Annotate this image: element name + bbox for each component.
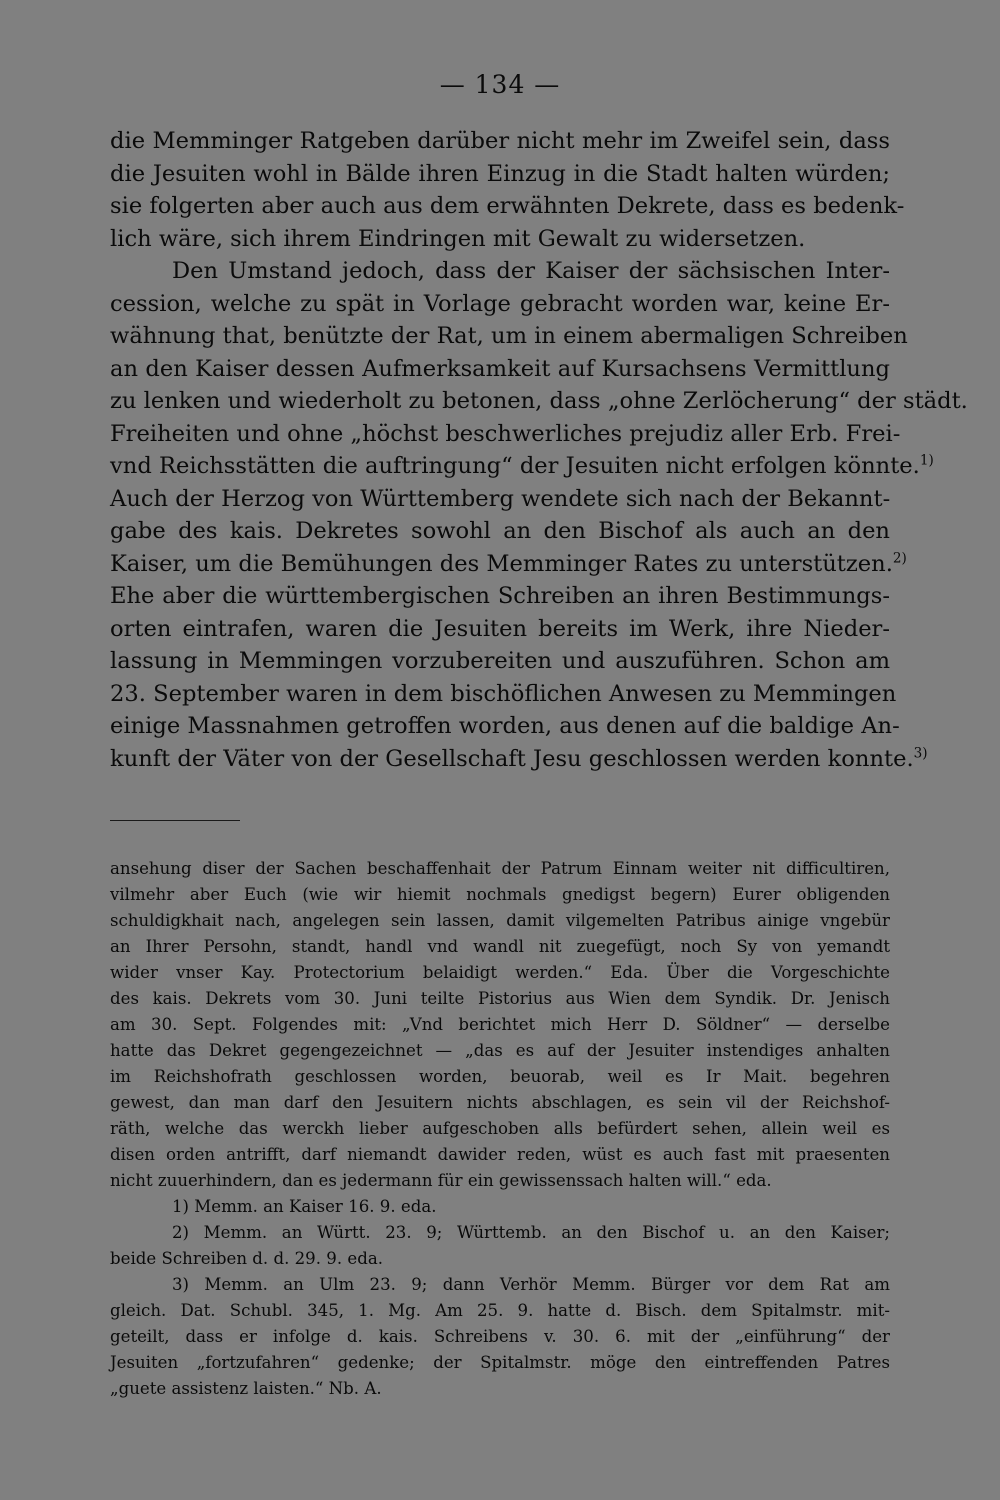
footnote-line: wider vnser Kay. Protectorium belaidigt werden.“ Eda. Über die Vorgeschichte [110, 963, 890, 982]
footnote-2: 2) Memm. an Württ. 23. 9; Württemb. an den Bischof u. an den Kaiser; [172, 1223, 890, 1242]
footnote-line: geteilt, dass er infolge d. kais. Schreibens v. 30. 6. mit der „einführung“ der [110, 1327, 890, 1346]
main-text-line: Ehe aber die württembergischen Schreiben an ihren Bestimmungs- [110, 583, 890, 609]
footnote-line: im Reichshofrath geschlossen worden, beuorab, weil es Ir Mait. begehren [110, 1067, 890, 1086]
footnote-line: räth, welche das werckh lieber aufgeschoben alls befürdert sehen, allein weil es [110, 1119, 890, 1138]
footnote-line: an Ihrer Persohn, standt, handl vnd wandl nit zuegefügt, noch Sy von yemandt [110, 937, 890, 956]
footnote-line: beide Schreiben d. d. 29. 9. eda. [110, 1249, 384, 1268]
footnote-line: hatte das Dekret gegengezeichnet — „das es auf der Jesuiter instendiges anhalten [110, 1041, 890, 1060]
footnote-line: gleich. Dat. Schubl. 345, 1. Mg. Am 25. 9. hatte d. Bisch. dem Spitalmstr. mit- [110, 1301, 890, 1320]
main-text-line [110, 743, 928, 776]
footnote-line: disen orden antrifft, darf niemandt dawider reden, wüst es auch fast mit praesenten [110, 1145, 890, 1164]
main-text-line: Auch der Herzog von Württemberg wendete sich nach der Bekannt- [110, 485, 891, 512]
footnote-line: Jesuiten „fortzufahren“ gedenke; der Spitalmstr. möge den eintreffenden Patres [110, 1353, 890, 1372]
footnote-line: am 30. Sept. Folgendes mit: „Vnd berichtet mich Herr D. Söldner“ — derselbe [110, 1015, 890, 1034]
main-text-body [110, 125, 968, 775]
main-text-line-content: kunft der Väter von der Gesellschaft Jesu geschlossen werden konnte. [110, 745, 914, 772]
main-text-line: sie folgerten aber auch aus dem erwähnten Dekrete, dass es bedenk- [110, 193, 905, 219]
main-text-line [110, 548, 907, 581]
footnote-line: nicht zuuerhindern, dan es jedermann für ein gewissenssach halten will.“ eda. [110, 1171, 772, 1190]
main-text-line [110, 450, 934, 483]
main-text-line: wähnung that, benützte der Rat, um in einem abermaligen Schreiben [110, 323, 908, 349]
main-text-line: cession, welche zu spät in Vorlage gebracht worden war, keine Er- [110, 290, 890, 317]
main-text-line: gabe des kais. Dekretes sowohl an den Bischof als auch an den [110, 518, 890, 544]
main-text-line: lassung in Memmingen vorzubereiten und auszuführen. Schon am [110, 648, 890, 674]
main-text-line-content: vnd Reichsstätten die auftringung“ der Jesuiten nicht erfolgen könnte. [110, 453, 920, 479]
footnote-line: „guete assistenz laisten.“ Nb. A. [110, 1379, 382, 1398]
main-text-line: Freiheiten und ohne „höchst beschwerliches prejudiz aller Erb. Frei- [110, 420, 901, 447]
main-text-line: Den Umstand jedoch, dass der Kaiser der sächsischen Inter- [172, 258, 890, 284]
footnote-line: vilmehr aber Euch (wie wir hiemit nochmals gnedigst begern) Eurer obligenden [110, 885, 890, 904]
footnote-1: 1) Memm. an Kaiser 16. 9. eda. [172, 1197, 437, 1216]
footnote-mark-2: 2) [892, 549, 907, 566]
footnote-mark-1: 1) [919, 452, 934, 469]
footnote-line: des kais. Dekrets vom 30. Juni teilte Pistorius aus Wien dem Syndik. Dr. Jenisch [110, 989, 890, 1008]
footnote-divider [110, 820, 240, 821]
main-text-line: zu lenken und wiederholt zu betonen, dass „ohne Zerlöcherung“ der städt. [110, 388, 968, 414]
main-text-line: orten eintrafen, waren die Jesuiten bereits im Werk, ihre Nieder- [110, 615, 890, 642]
footnote-mark-3: 3) [913, 744, 928, 761]
main-text-line: die Jesuiten wohl in Bälde ihren Einzug in die Stadt halten würden; [110, 160, 890, 187]
footnotes-block [110, 856, 890, 1402]
main-text-line: die Memminger Ratgeben darüber nicht mehr im Zweifel sein, dass [110, 128, 890, 154]
main-text-line: einige Massnahmen getroffen worden, aus denen auf die baldige An- [110, 713, 900, 739]
footnote-3: 3) Memm. an Ulm 23. 9; dann Verhör Memm. Bürger vor dem Rat am [172, 1275, 890, 1294]
footnote-line: schuldigkhait nach, angelegen sein lassen, damit vilgemelten Patribus ainige vngebür [110, 911, 890, 930]
footnote-line: gewest, dan man darf den Jesuitern nichts abschlagen, es sein vil der Reichshof- [110, 1093, 890, 1112]
footnote-line: ansehung diser der Sachen beschaffenhait der Patrum Einnam weiter nit difficultiren, [110, 859, 890, 878]
page-number: — 134 — [439, 70, 561, 99]
main-text-line: lich wäre, sich ihrem Eindringen mit Gewalt zu widersetzen. [110, 225, 806, 252]
main-text-line: an den Kaiser dessen Aufmerksamkeit auf Kursachsens Vermittlung [110, 355, 890, 382]
main-text-line-content: Kaiser, um die Bemühungen des Memminger Rates zu unterstützen. [110, 550, 893, 577]
main-text-line: 23. September waren in dem bischöflichen Anwesen zu Memmingen [110, 680, 897, 707]
